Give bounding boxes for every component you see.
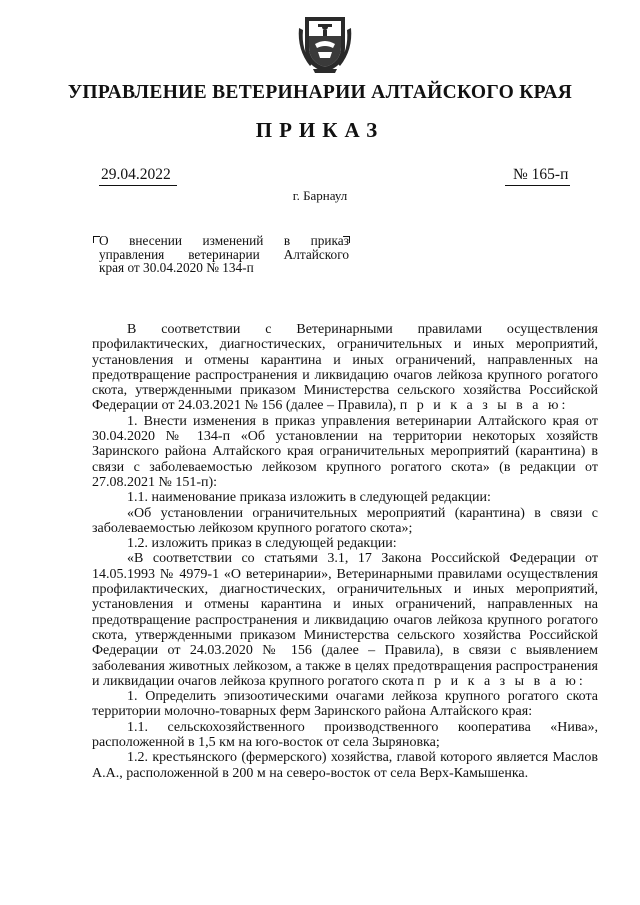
order-date: 29.04.2022	[99, 166, 177, 186]
paragraph-1: 1. Внести изменения в приказ управления ветеринарии Алтайского края от 30.04.2020 № 134-п «Об установлении на территории некоторых хозяйств Заринского района Алтайского края ограничительных мероприятий (карантина) в связи с заболеваемостью лейкозом крупного рогатого скота» (в редакции от 27.08.2021 № 151-п):	[92, 413, 598, 490]
paragraph-new-1-1: 1.1. сельскохозяйственного производственного кооператива «Нива», расположенной в 1,5 км на юго-восток от села Зыряновка;	[92, 719, 598, 751]
subject-word: внесении	[129, 233, 183, 248]
order-phrase: п р и к а з ы в а ю:	[399, 398, 569, 414]
paragraph-1-2-text	[92, 551, 598, 689]
subject-line-2	[99, 248, 349, 262]
organization-name: УПРАВЛЕНИЕ ВЕТЕРИНАРИИ АЛТАЙСКОГО КРАЯ	[67, 82, 573, 103]
paragraph-1-1-text: «Об установлении ограничительных мероприятий (карантина) в связи с заболеваемостью лейкозом крупного рогатого скота»;	[92, 505, 598, 536]
order-body	[92, 322, 598, 781]
preamble-text: В соответствии с Ветеринарными правилами осуществления профилактических, диагностических, ограничительных и иных мероприятий, установления и отмены карантина и иных ограничений, направленных на предотвращение распространения и ликвидацию очагов лейкоза крупного рогатого скота, утвержденными приказом Министерства сельского хозяйства Российской Федерации от 24.03.2021 № 156 (далее – Правила),	[92, 322, 598, 414]
coat-of-arms-icon	[296, 14, 354, 74]
subject-word: управления	[99, 246, 165, 262]
subject-word: Алтайского	[283, 246, 349, 262]
subject-line-1	[99, 234, 349, 248]
order-number: № 165-п	[505, 166, 570, 186]
subject-word: изменений	[202, 233, 264, 248]
subject-word: приказ	[310, 233, 349, 248]
paragraph-new-1: 1. Определить эпизоотическими очагами лейкоза крупного рогатого скота территории молочно-товарных ферм Заринского района Алтайского края:	[92, 689, 598, 720]
subject-word: в	[283, 233, 291, 248]
paragraph-new-1-2: 1.2. крестьянского (фермерского) хозяйства, главой которого является Маслов А.А., расположенной в 200 м на северо-восток от села Верх-Камышенка.	[92, 750, 598, 781]
paragraph-preamble	[92, 322, 598, 414]
new-preamble-text: «В соответствии со статьями 3.1, 17 Закона Российской Федерации от 14.05.1993 № 4979-1 «О ветеринарии», Ветеринарными правилами осуществления профилактических, диагностических, ограничительных и иных мероприятий, установления и отмены карантина и иных ограничений, направленных на предотвращение распространения и ликвидацию очагов лейкоза крупного рогатого скота, утвержденными приказом Министерства сельского хозяйства Российской Федерации от 24.03.2020 № 156 (далее – Правила), в связи с выявлением заболевания животных лейкозом, а также в целях предотвращения распространения и ликвидации очагов лейкоза крупного рогатого скота	[92, 551, 598, 689]
paragraph-1-2: 1.2. изложить приказ в следующей редакции:	[127, 536, 397, 552]
paragraph-1-1: 1.1. наименование приказа изложить в следующей редакции:	[127, 490, 491, 506]
subject-line-3: края от 30.04.2020 № 134-п	[99, 260, 254, 276]
city-name: г. Барнаул	[292, 188, 348, 203]
order-phrase: п р и к а з ы в а ю:	[417, 673, 586, 689]
order-subject	[99, 234, 349, 275]
subject-word: О	[99, 233, 109, 248]
document-type: ПРИКАЗ	[255, 118, 385, 142]
subject-word: ветеринарии	[188, 246, 260, 262]
